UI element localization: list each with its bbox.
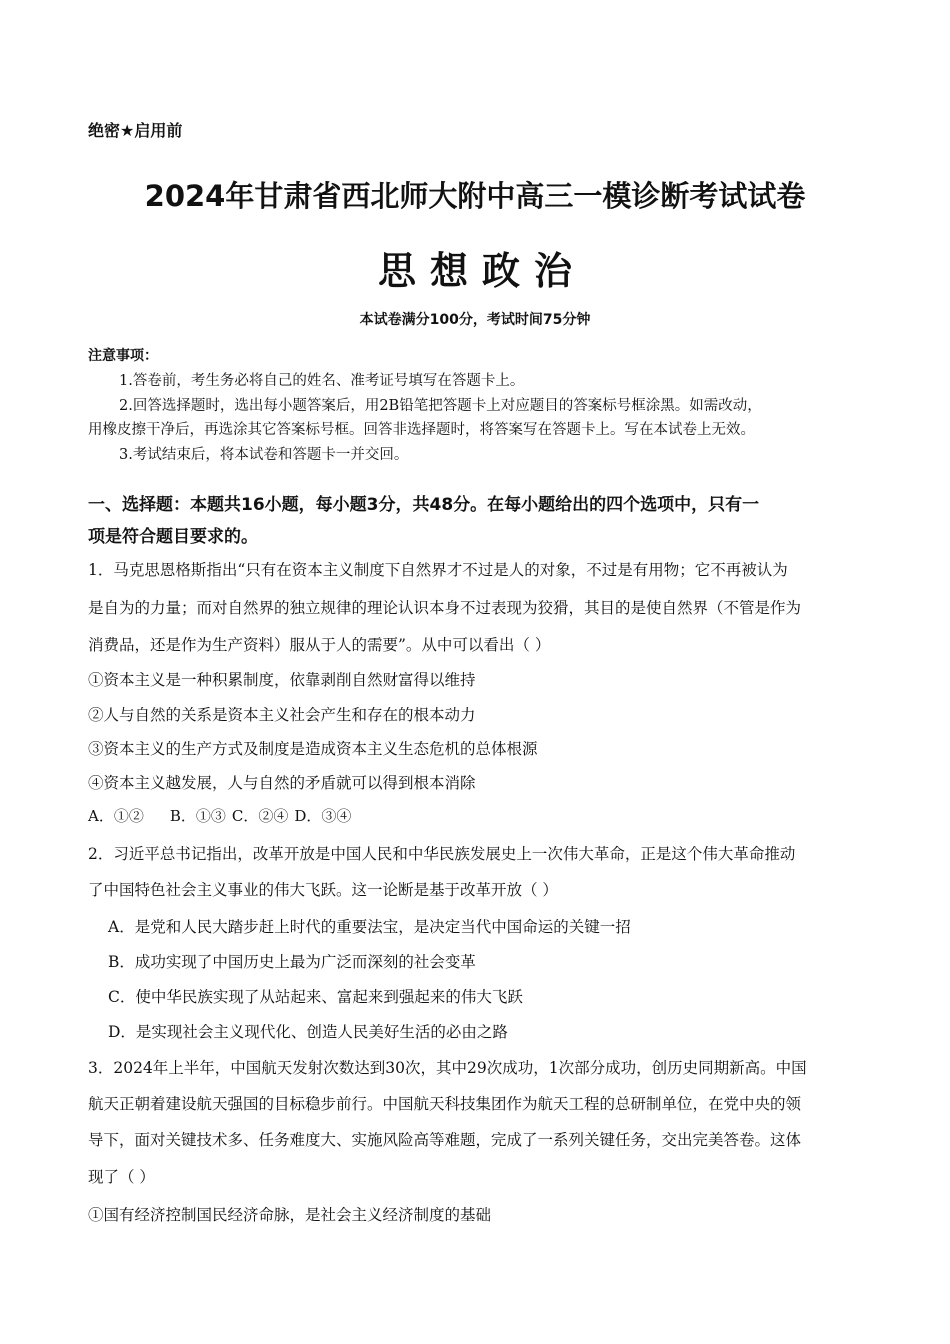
q3-stem: 航天正朝着建设航天强国的目标稳步前行。中国航天科技集团作为航天工程的总研制单位，在党中央的领	[88, 1095, 802, 1113]
q1-statement: ①资本主义是一种积累制度，依靠剥削自然财富得以维持	[88, 671, 476, 689]
q3-statement: ①国有经济控制国民经济命脉，是社会主义经济制度的基础	[88, 1206, 492, 1224]
section-heading: 项是符合题目要求的。	[88, 527, 258, 547]
q2-option-c[interactable]: C．使中华民族实现了从站起来、富起来到强起来的伟大飞跃	[108, 988, 523, 1006]
notice-item: 1.答卷前，考生务必将自己的姓名、准考证号填写在答题卡上。	[119, 373, 525, 389]
q2-option-a[interactable]: A．是党和人民大踏步赶上时代的重要法宝，是决定当代中国命运的关键一招	[108, 918, 631, 936]
q1-statement: ④资本主义越发展，人与自然的矛盾就可以得到根本消除	[88, 774, 476, 792]
q1-choices	[88, 805, 351, 826]
notice-item: 用橡皮擦干净后，再选涂其它答案标号框。回答非选择题时，将答案写在答题卡上。写在本试卷上无效。	[88, 422, 755, 438]
subject-title: 思想政治	[377, 249, 586, 293]
q3-stem: 导下，面对关键技术多、任务难度大、实施风险高等难题，完成了一系列关键任务，交出完美答卷。这体	[88, 1131, 802, 1149]
exam-info: 本试卷满分100分，考试时间75分钟	[359, 312, 591, 328]
q1-choice-b[interactable]: B．①③	[169, 807, 226, 825]
q1-choice-c[interactable]: C．②④	[231, 807, 289, 825]
q3-stem: 3．2024年上半年，中国航天发射次数达到30次，其中29次成功，1次部分成功，创历史同期新高。中国	[88, 1059, 807, 1077]
q1-stem: 消费品，还是作为生产资料）服从于人的需要”。从中可以看出（ ）	[88, 636, 551, 654]
notice-item: 2.回答选择题时，选出每小题答案后，用2B铅笔把答题卡上对应题目的答案标号框涂黑。如需改动，	[119, 398, 762, 414]
q2-stem: 2．习近平总书记指出，改革开放是中国人民和中华民族发展史上一次伟大革命，正是这个伟大革命推动	[88, 845, 796, 863]
q1-stem: 是自为的力量；而对自然界的独立规律的理论认识本身不过表现为狡猾，其目的是使自然界（不管是作为	[88, 599, 802, 617]
q1-choice-a[interactable]: A．①②	[88, 807, 144, 825]
q1-choice-d[interactable]: D．③④	[294, 807, 352, 825]
notice-item: 3.考试结束后，将本试卷和答题卡一并交回。	[119, 447, 409, 463]
q1-stem: 1．马克思恩格斯指出“只有在资本主义制度下自然界才不过是人的对象，不过是有用物；它不再被认为	[88, 561, 788, 579]
q3-stem: 现了（ ）	[88, 1168, 155, 1186]
section-heading: 一、选择题：本题共16小题，每小题3分，共48分。在每小题给出的四个选项中，只有一	[88, 495, 760, 515]
notice-heading: 注意事项：	[88, 348, 158, 364]
q2-option-d[interactable]: D．是实现社会主义现代化、创造人民美好生活的必由之路	[108, 1023, 508, 1041]
q1-statement: ③资本主义的生产方式及制度是造成资本主义生态危机的总体根源	[88, 740, 538, 758]
secret-mark: 绝密★启用前	[88, 121, 183, 140]
exam-title: 2024年甘肃省西北师大附中高三一模诊断考试试卷	[144, 179, 806, 213]
q2-option-b[interactable]: B．成功实现了中国历史上最为广泛而深刻的社会变革	[108, 953, 476, 971]
q1-statement: ②人与自然的关系是资本主义社会产生和存在的根本动力	[88, 706, 476, 724]
q2-stem: 了中国特色社会主义事业的伟大飞跃。这一论断是基于改革开放（ ）	[88, 881, 558, 899]
